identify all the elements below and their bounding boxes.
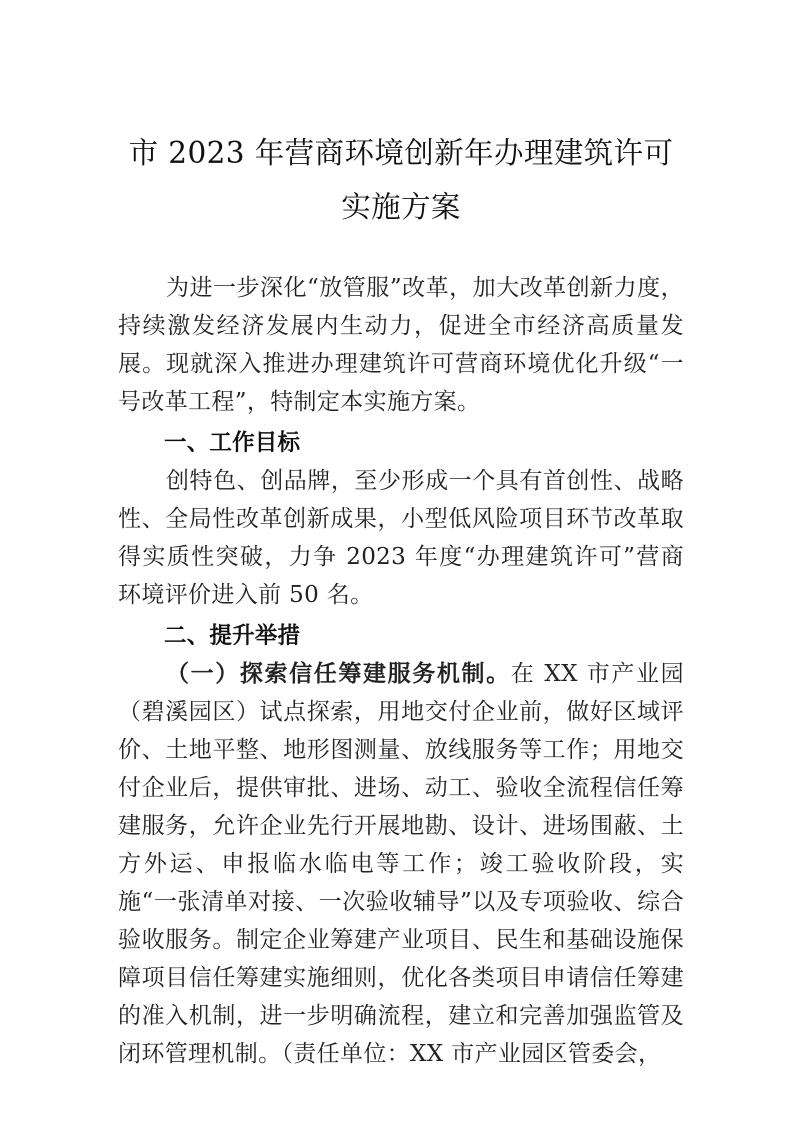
measure-item-body: 在 XX 市产业园（碧溪园区）试点探索，用地交付企业前，做好区域评价、土地平整、地形图测量、放线服务等工作；用地交付企业后，提供审批、进场、动工、验收全流程信任筹建服务，允许企业先行开展地勘、设计、进场围蔽、土方外运、申报临水临电等工作；竣工验收阶段，实施“一张清单对接、一次验收辅导”以及专项验收、综合验收服务。制定企业筹建产业项目、民生和基础设施保障项目信任筹建实施细则，优化各类项目申请信任筹建的准入机制，进一步明确流程，建立和完善加强监管及闭环管理机制。（责任单位：XX 市产业园区管委会， <box>118 661 684 1067</box>
measure-item-paragraph <box>118 655 684 1073</box>
measure-item-lead: （一）探索信任筹建服务机制。 <box>166 660 511 687</box>
page-title: 市 2023 年营商环境创新年办理建筑许可实施方案 <box>128 136 674 224</box>
section-heading-improvement-measures: 二、提升举措 <box>164 623 301 649</box>
section-heading-work-goals: 一、工作目标 <box>164 430 301 456</box>
section-body-work-goals: 创特色、创品牌，至少形成一个具有首创性、战略性、全局性改革创新成果，小型低风险项目环节改革取得实质性突破，力争 2023 年度“办理建筑许可”营商环境评价进入前 50 名。 <box>118 468 684 608</box>
preamble-paragraph: 为进一步深化“放管服”改革，加大改革创新力度，持续激发经济发展内生动力，促进全市经济高质量发展。现就深入推进办理建筑许可营商环境优化升级“一号改革工程”，特制定本实施方案。 <box>118 275 684 415</box>
document-content <box>118 0 684 1073</box>
